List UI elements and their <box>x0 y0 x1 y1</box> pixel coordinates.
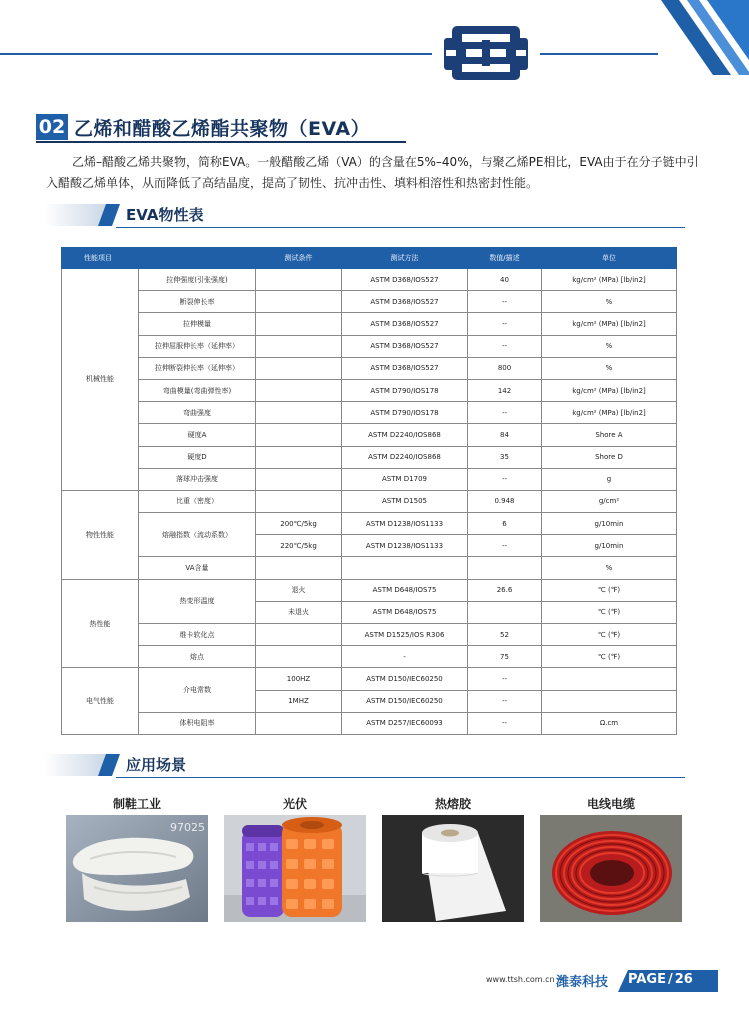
table-row: 弯曲强度 ASTM D790/IOS178 -- kg/cm² (MPa) [lb/in2] <box>62 402 677 424</box>
header-line-left <box>0 53 432 55</box>
table-row: 熔融指数（流动系数） 200℃/5kg ASTM D1238/IOS1133 6 g/10min <box>62 513 677 535</box>
app-label: 电线电缆 <box>586 797 635 811</box>
header-unit: 单位 <box>542 248 677 269</box>
section-heading: 乙烯和醋酸乙烯酯共聚物（EVA） <box>74 117 371 140</box>
app-photovoltaic <box>224 797 366 922</box>
app-shoe <box>66 797 208 922</box>
table-row: 体积电阻率 ASTM D257/IEC60093 -- Ω.cm <box>62 712 677 734</box>
application-gallery <box>66 797 686 922</box>
section-number: 02 <box>36 114 68 140</box>
intro-paragraph: 乙烯–醋酸乙烯共聚物，简称EVA。一般醋酸乙烯（VA）的含量在5%–40%，与聚乙烯PE相比，EVA由于在分子链中引入醋酸乙烯单体，从而降低了高结晶度，提高了韧性、抗冲击性、填料相溶性和热密封性能。 <box>46 155 699 190</box>
page-label: PAGE <box>628 972 666 987</box>
app-hot-melt <box>382 797 524 922</box>
eva-properties-table <box>61 247 677 735</box>
table-row: 弯曲模量(弯曲弹性率) ASTM D790/IOS178 142 kg/cm² (MPa) [lb/in2] <box>62 379 677 401</box>
header-condition: 测试条件 <box>256 248 342 269</box>
page-number-value: 26 <box>674 972 693 987</box>
table-row: 未退火 ASTM D648/IOS75 ℃ (℉) <box>62 601 677 623</box>
table-row: 电气性能 介电常数 100HZ ASTM D150/IEC60250 -- <box>62 668 677 690</box>
category-thermal: 热性能 <box>62 579 139 668</box>
shoe-sole-image <box>66 815 208 922</box>
table-row: 维卡软化点 ASTM D1525/IOS R306 52 ℃ (℉) <box>62 624 677 646</box>
app-label: 制鞋工业 <box>112 797 161 811</box>
table-row: 1MHZ ASTM D150/IEC60250 -- <box>62 690 677 712</box>
page-footer <box>486 968 749 992</box>
table-header-row <box>62 248 677 269</box>
category-physical: 物性性能 <box>62 490 139 579</box>
table-row: VA含量 % <box>62 557 677 579</box>
table-row: 硬度A ASTM D2240/IOS868 84 Shore A <box>62 424 677 446</box>
table-subheading-text: EVA物性表 <box>126 206 204 224</box>
table-row: 硬度D ASTM D2240/IOS868 35 Shore D <box>62 446 677 468</box>
film-roll-image <box>382 815 524 922</box>
cable-coil-image <box>540 815 682 922</box>
foam-roller-image <box>224 815 366 922</box>
footer-url: www.ttsh.com.cn <box>486 975 555 984</box>
header-item: 性能项目 <box>62 248 256 269</box>
table-row: 机械性能 拉伸强度(引张强度) ASTM D368/IOS527 40 kg/cm² (MPa) [lb/in2] <box>62 269 677 291</box>
table-subheading <box>44 202 685 228</box>
app-label: 热熔胶 <box>434 797 471 811</box>
header-value: 数值/描述 <box>468 248 542 269</box>
apps-subheading <box>44 752 685 778</box>
app-cable <box>540 797 682 922</box>
app-label: 光伏 <box>282 797 307 811</box>
table-row: 拉伸模量 ASTM D368/IOS527 -- kg/cm² (MPa) [lb/in2] <box>62 313 677 335</box>
category-electrical: 电气性能 <box>62 668 139 735</box>
table-row: 断裂伸长率 ASTM D368/IOS527 -- % <box>62 291 677 313</box>
table-row: 220℃/5kg ASTM D1238/IOS1133 -- g/10min <box>62 535 677 557</box>
apps-subheading-text: 应用场景 <box>126 756 187 774</box>
table-row: 拉伸断裂伸长率（延伸率） ASTM D368/IOS527 800 % <box>62 357 677 379</box>
table-row: 热性能 热变形温度 退火 ASTM D648/IOS75 26.6 ℃ (℉) <box>62 579 677 601</box>
table-row: 拉伸屈服伸长率（延伸率） ASTM D368/IOS527 -- % <box>62 335 677 357</box>
section-underline <box>36 141 406 143</box>
footer-brand: 潍泰科技 <box>556 975 609 990</box>
header-method: 测试方法 <box>342 248 468 269</box>
page-number: PAGE / 26 <box>628 972 693 987</box>
table-row: 物性性能 比重（密度） ASTM D1505 0.948 g/cm² <box>62 490 677 512</box>
watermark-text: 97025 <box>170 821 205 834</box>
table-row: 熔点 - 75 ℃ (℉) <box>62 646 677 668</box>
category-mechanical: 机械性能 <box>62 269 139 491</box>
corner-stripes <box>639 0 749 75</box>
table-row: 落球冲击强度 ASTM D1709 -- g <box>62 468 677 490</box>
section-title <box>36 113 370 141</box>
company-logo-icon <box>438 22 534 84</box>
